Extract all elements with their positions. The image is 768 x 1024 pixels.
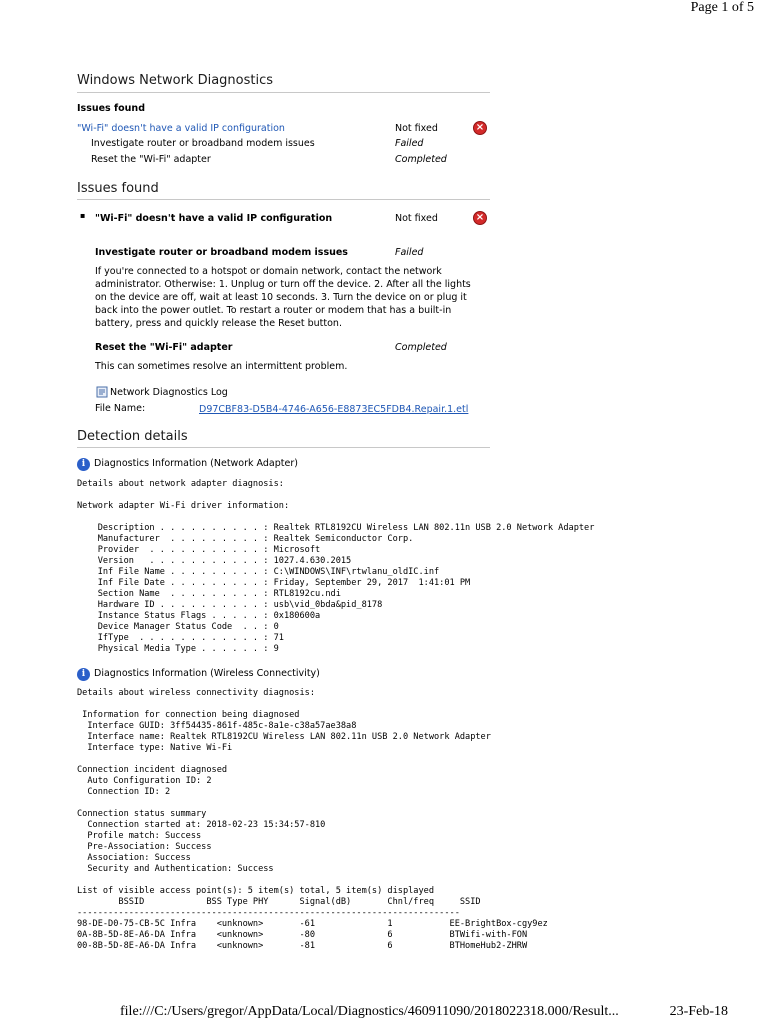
issues-heading: Issues found <box>77 181 159 196</box>
summary-heading: Issues found <box>77 103 145 114</box>
wireless-details: Details about wireless connectivity diagnosis: Information for connection being diagnosed Interface GUID: 3ff54435-861f-485c-8a1e-c38a57ae38a8 Interface name: Realtek RTL8192CU Wireless LAN 802.11n USB 2.0 Network Adapter Interface type: Native Wi-Fi Connection incident diagnosed Auto Configuration ID: 2 Connection ID: 2 Connection status summary Connection started at: 2018-02-23 15:34:57-810 Profile match: Success Pre-Association: Success Association: Success Security and Authentication: Success List of visible access point(s): 5 item(s) total, 5 item(s) displayed BSSID BSS Type PHY Signal(dB) Chnl/freq SSID -------------------------------------------------------------------------- 98-DE-D0-75-CB-5C Infra <unknown> -61 1 EE-BrightBox-cgy9ez 0A-8B-5D-8E-A6-DA Infra <unknown> -80 6 BTWifi-with-FON 00-8B-5D-8E-A6-DA Infra <unknown> -81 6 BTHomeHub2-ZHRW <box>77 688 548 951</box>
issue-router-status: Failed <box>395 247 424 258</box>
adapter-info-heading: Diagnostics Information (Network Adapter) <box>94 458 298 469</box>
log-file-link[interactable]: D97CBF83-D5B4-4746-A656-E8873EC5FDB4.Repair.1.etl <box>199 404 469 415</box>
log-heading: Network Diagnostics Log <box>110 387 228 398</box>
issue-reset-title: Reset the "Wi-Fi" adapter <box>95 342 233 353</box>
footer-date: 23-Feb-18 <box>669 1004 728 1019</box>
info-icon: i <box>77 458 90 471</box>
summary-item-router: Investigate router or broadband modem issues <box>91 138 315 149</box>
summary-problem-link[interactable]: "Wi-Fi" doesn't have a valid IP configuration <box>77 123 285 134</box>
summary-item-reset: Reset the "Wi-Fi" adapter <box>91 154 211 165</box>
log-icon <box>96 386 108 398</box>
x-circle-icon: × <box>473 211 487 225</box>
issues-divider <box>77 199 490 200</box>
page-number: Page 1 of 5 <box>690 0 754 15</box>
bullet: ▪ <box>80 211 86 220</box>
adapter-details: Details about network adapter diagnosis: Network adapter Wi-Fi driver information: Description . . . . . . . . . . : Realtek RTL8192CU Wireless LAN 802.11n USB 2.0 Network Adapter Manufacturer . . . . . . . . . : Realtek Semiconductor Corp. Provider . . . . . . . . . . . : Microsoft Version . . . . . . . . . . . : 1027.4.630.2015 Inf File Name . . . . . . . . . : C:\WINDOWS\INF\rtwlanu_oldIC.inf Inf File Date . . . . . . . . . : Friday, September 29, 2017 1:41:01 PM Section Name . . . . . . . . . : RTL8192cu.ndi Hardware ID . . . . . . . . . . : usb\vid_0bda&pid_8178 Instance Status Flags . . . . . : 0x180600a Device Manager Status Code . . : 0 IfType . . . . . . . . . . . . : 71 Physical Media Type . . . . . . : 9 <box>77 479 595 654</box>
issue-problem-status: Not fixed <box>395 213 438 224</box>
detection-divider <box>77 447 490 448</box>
summary-problem-status: Not fixed <box>395 123 438 134</box>
issue-problem-title: "Wi-Fi" doesn't have a valid IP configuration <box>95 213 333 224</box>
summary-reset-status: Completed <box>395 154 447 165</box>
summary-router-status: Failed <box>395 138 424 149</box>
report-title: Windows Network Diagnostics <box>77 73 274 88</box>
issue-router-title: Investigate router or broadband modem issues <box>95 247 348 258</box>
detection-heading: Detection details <box>77 429 188 444</box>
footer-path: file:///C:/Users/gregor/AppData/Local/Diagnostics/460911090/2018022318.000/Result... <box>120 1004 619 1019</box>
title-divider <box>77 92 490 93</box>
issue-reset-text: This can sometimes resolve an intermittent problem. <box>95 361 348 372</box>
x-circle-icon: × <box>473 121 487 135</box>
issue-reset-status: Completed <box>395 342 447 353</box>
file-name-label: File Name: <box>95 403 146 414</box>
issue-router-text: If you're connected to a hotspot or domain network, contact the network administrator. Otherwise: 1. Unplug or turn off the device. 2. After all the lights on the device are off, wait at least 10 seconds. 3. Turn the device on or plug it back into the power outlet. To restart a router or modem that has a built-in battery, press and quickly release the Reset button. <box>95 266 471 329</box>
wireless-info-heading: Diagnostics Information (Wireless Connectivity) <box>94 668 320 679</box>
info-icon: i <box>77 668 90 681</box>
